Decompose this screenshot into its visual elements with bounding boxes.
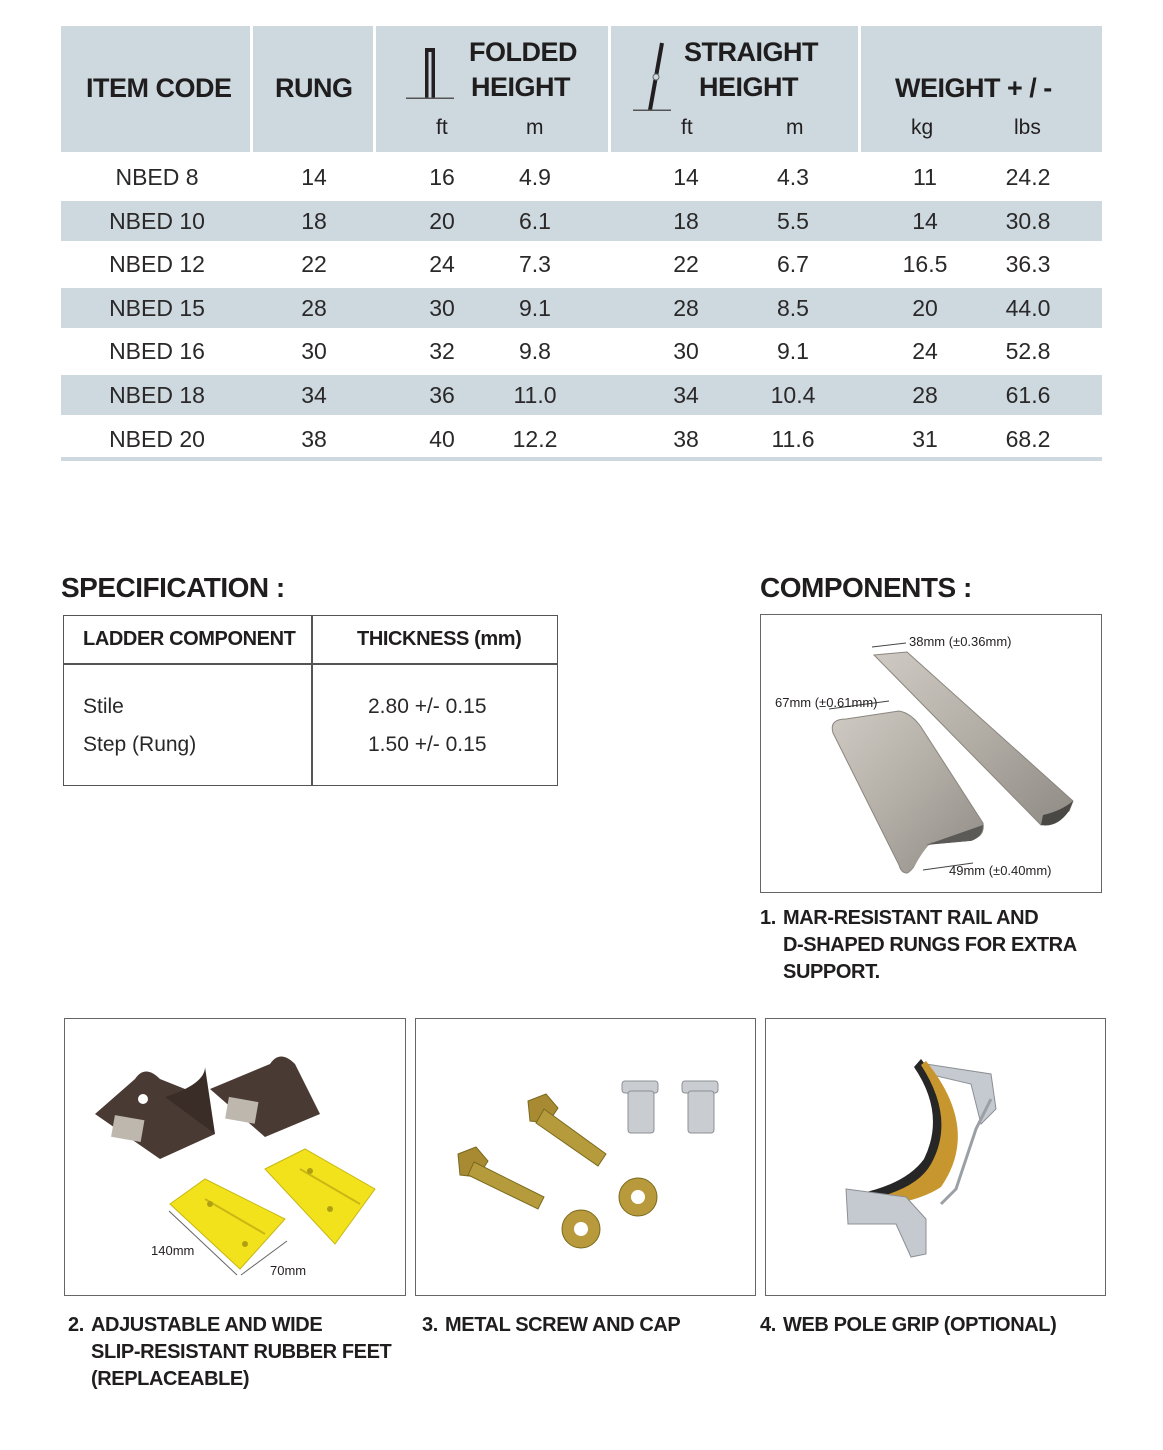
spec-row-component: Stile <box>83 695 124 718</box>
component-4-line: WEB POLE GRIP (OPTIONAL) <box>783 1314 1057 1336</box>
table-bottom-rule <box>61 457 1102 461</box>
unit-lbs: lbs <box>1014 116 1041 139</box>
ladder-size-table <box>61 26 1102 452</box>
cell-straight-ft: 18 <box>673 207 699 234</box>
cell-item-code: NBED 12 <box>109 251 205 278</box>
header-folded-line2: HEIGHT <box>471 72 571 102</box>
cell-item-code: NBED 10 <box>109 207 205 234</box>
component-4-number: 4. <box>760 1314 776 1336</box>
cell-folded-m: 7.3 <box>519 251 551 278</box>
cell-folded-ft: 40 <box>429 425 455 452</box>
cell-folded-m: 12.2 <box>512 425 558 452</box>
cell-folded-m: 11.0 <box>513 382 557 408</box>
table-row <box>61 288 1102 328</box>
spec-header-thickness: THICKNESS (mm) <box>357 628 522 650</box>
header-rung-label: RUNG <box>275 73 353 103</box>
header-item-code <box>61 26 250 152</box>
pole-grip-illustration <box>766 1019 1106 1296</box>
header-weight-label: WEIGHT + / - <box>895 73 1052 103</box>
table-header <box>61 26 1102 152</box>
cell-weight-kg: 16.5 <box>902 251 948 278</box>
header-straight-line1: STRAIGHT <box>684 37 818 67</box>
cell-straight-m: 9.1 <box>777 338 809 365</box>
straight-ladder-icon <box>633 40 673 112</box>
header-straight-height <box>611 26 858 152</box>
screw-cap-image <box>415 1018 756 1296</box>
unit-folded-m: m <box>526 116 544 139</box>
cell-weight-lbs: 44.0 <box>1005 294 1051 321</box>
component-1-line: D-SHAPED RUNGS FOR EXTRA <box>783 934 1077 956</box>
cell-weight-lbs: 61.6 <box>1005 382 1051 408</box>
cell-weight-kg: 31 <box>912 425 938 452</box>
component-3-caption <box>422 1312 752 1339</box>
cell-folded-ft: 30 <box>429 294 455 321</box>
unit-straight-ft: ft <box>681 116 693 139</box>
cell-rung: 30 <box>301 338 327 365</box>
cell-weight-lbs: 30.8 <box>1005 207 1051 234</box>
spec-divider-vertical <box>311 616 313 785</box>
component-3-line: METAL SCREW AND CAP <box>445 1314 681 1336</box>
header-rung <box>253 26 373 152</box>
cell-folded-m: 4.9 <box>519 164 551 190</box>
cell-folded-ft: 32 <box>429 338 455 365</box>
cell-weight-kg: 20 <box>912 294 938 321</box>
header-folded-line1: FOLDED <box>469 37 577 67</box>
cell-folded-ft: 36 <box>429 382 455 408</box>
spec-divider-horizontal <box>64 663 557 665</box>
folded-ladder-icon <box>406 46 456 101</box>
unit-kg: kg <box>911 116 934 139</box>
cell-rung: 34 <box>301 382 327 408</box>
component-1-number: 1. <box>760 907 776 929</box>
cell-straight-m: 11.6 <box>771 425 815 452</box>
cell-weight-kg: 14 <box>912 207 938 234</box>
cell-straight-m: 6.7 <box>777 251 809 278</box>
cell-weight-lbs: 36.3 <box>1005 251 1051 278</box>
header-straight-line2: HEIGHT <box>699 72 799 102</box>
header-item-code-label: ITEM CODE <box>86 73 232 103</box>
cell-rung: 22 <box>301 251 327 278</box>
rung-opening-dim: 49mm (±0.40mm) <box>949 863 1052 878</box>
cell-rung: 28 <box>301 294 327 321</box>
cell-item-code: NBED 15 <box>109 294 205 321</box>
specification-title: SPECIFICATION : <box>61 572 285 603</box>
cell-item-code: NBED 8 <box>115 164 199 190</box>
specification-table <box>63 615 558 786</box>
component-1-caption <box>760 905 1110 986</box>
cell-weight-kg: 28 <box>912 382 938 408</box>
cell-straight-m: 8.5 <box>777 294 809 321</box>
rail-rung-illustration <box>761 615 1102 893</box>
component-1-line: MAR-RESISTANT RAIL AND <box>783 907 1039 929</box>
cell-item-code: NBED 18 <box>109 382 205 408</box>
table-row <box>61 201 1102 241</box>
rung-width-dim: 67mm (±0.61mm) <box>775 695 878 710</box>
cell-rung: 38 <box>301 425 327 452</box>
table-row <box>61 331 1102 371</box>
cell-folded-m: 6.1 <box>519 207 551 234</box>
cell-rung: 18 <box>301 207 327 234</box>
cell-straight-ft: 14 <box>673 164 699 190</box>
rail-rung-image <box>760 614 1102 893</box>
spec-row-thickness: 1.50 +/- 0.15 <box>368 733 487 756</box>
component-3-number: 3. <box>422 1314 438 1336</box>
cell-straight-m: 10.4 <box>770 382 816 408</box>
cell-item-code: NBED 20 <box>109 425 205 452</box>
spec-row-thickness: 2.80 +/- 0.15 <box>368 695 487 718</box>
cell-weight-kg: 11 <box>913 164 937 190</box>
table-row <box>61 419 1102 459</box>
component-1-line: SUPPORT. <box>783 961 880 983</box>
cell-weight-kg: 24 <box>912 338 938 365</box>
rubber-feet-illustration <box>65 1019 406 1296</box>
table-row <box>61 157 1102 197</box>
component-2-line: (REPLACEABLE) <box>91 1368 250 1390</box>
component-2-line: ADJUSTABLE AND WIDE <box>91 1314 323 1336</box>
components-title: COMPONENTS : <box>760 572 972 603</box>
cell-straight-ft: 22 <box>673 251 699 278</box>
cell-straight-m: 5.5 <box>777 207 809 234</box>
cell-folded-m: 9.1 <box>519 294 551 321</box>
table-row <box>61 244 1102 284</box>
spec-row-component: Step (Rung) <box>83 733 197 756</box>
rail-width-dim: 38mm (±0.36mm) <box>909 634 1012 649</box>
cell-weight-lbs: 24.2 <box>1005 164 1051 190</box>
component-4-caption <box>760 1312 1105 1339</box>
foot-length-dim: 140mm <box>151 1243 195 1258</box>
cell-straight-ft: 28 <box>673 294 699 321</box>
cell-item-code: NBED 16 <box>109 338 205 365</box>
cell-straight-ft: 38 <box>673 425 699 452</box>
cell-weight-lbs: 52.8 <box>1005 338 1051 365</box>
unit-straight-m: m <box>786 116 804 139</box>
cell-weight-lbs: 68.2 <box>1005 425 1051 452</box>
foot-width-dim: 70mm <box>270 1263 307 1278</box>
unit-folded-ft: ft <box>436 116 448 139</box>
rubber-feet-image <box>64 1018 406 1296</box>
table-row <box>61 375 1102 415</box>
cell-folded-ft: 20 <box>429 207 455 234</box>
cell-straight-ft: 34 <box>673 382 699 408</box>
header-weight <box>861 26 1102 152</box>
cell-folded-ft: 16 <box>429 164 455 190</box>
component-2-line: SLIP-RESISTANT RUBBER FEET <box>91 1341 392 1363</box>
component-2-number: 2. <box>68 1314 84 1336</box>
screw-cap-illustration <box>416 1019 756 1296</box>
spec-header-component: LADDER COMPONENT <box>83 628 296 650</box>
cell-straight-m: 4.3 <box>777 164 809 190</box>
cell-straight-ft: 30 <box>673 338 699 365</box>
header-folded-height <box>376 26 608 152</box>
cell-folded-ft: 24 <box>429 251 455 278</box>
pole-grip-image <box>765 1018 1106 1296</box>
cell-folded-m: 9.8 <box>519 338 551 365</box>
cell-rung: 14 <box>301 164 327 190</box>
component-2-caption <box>68 1312 408 1393</box>
